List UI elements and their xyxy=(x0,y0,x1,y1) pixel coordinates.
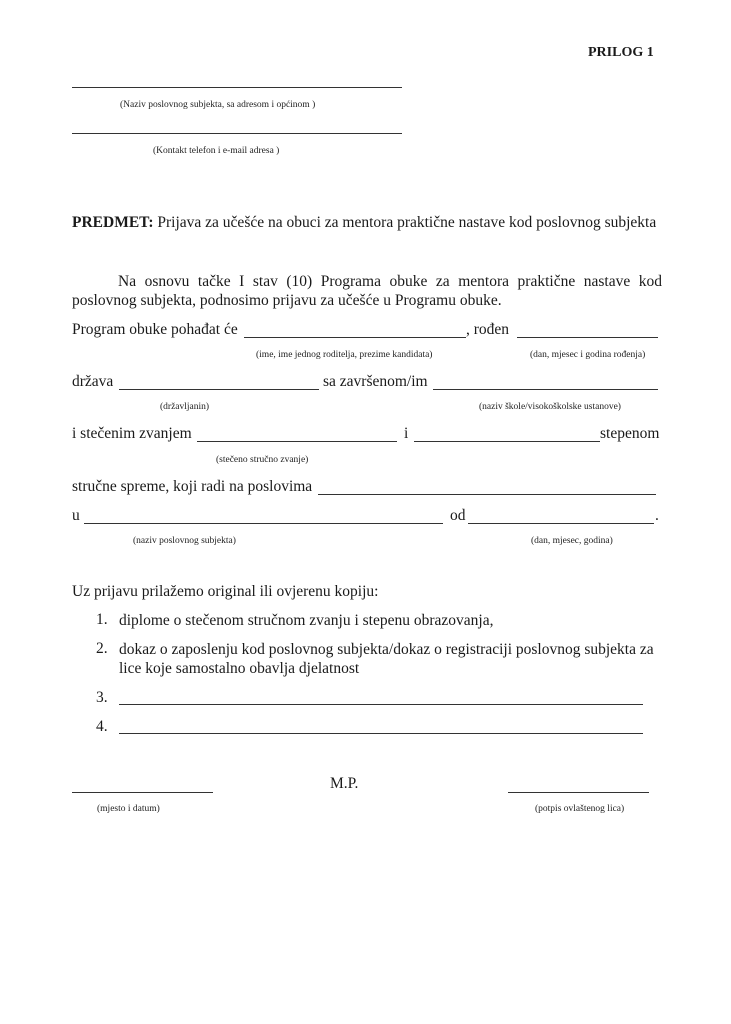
birth-date-field[interactable] xyxy=(517,337,658,338)
intro-paragraph xyxy=(72,272,662,310)
attachments-intro: Uz prijavu prilažemo original ili ovjerenu kopiju: xyxy=(72,583,379,600)
business-name-field-line[interactable] xyxy=(72,87,402,88)
citizenship-caption: (državljanin) xyxy=(160,402,210,412)
row5-suffix: . xyxy=(655,507,659,524)
row5-middle: od xyxy=(450,507,466,524)
job-position-field[interactable] xyxy=(318,494,656,495)
attachment-label: PRILOG 1 xyxy=(588,45,654,60)
candidate-name-field[interactable] xyxy=(244,337,466,338)
citizenship-field[interactable] xyxy=(119,389,319,390)
signature-caption: (potpis ovlaštenog lica) xyxy=(535,804,625,814)
attachment-2-text: dokaz o zaposlenju kod poslovnog subjekta/dokaz o registraciji poslovnog subjekta za lice koje samostalno obavlja djelatnost xyxy=(119,641,654,677)
employer-name-caption: (naziv poslovnog subjekta) xyxy=(133,536,236,546)
attachment-4-field[interactable] xyxy=(119,733,643,734)
row3-middle: i xyxy=(404,425,409,442)
professional-title-field[interactable] xyxy=(197,441,397,442)
row3-prefix: i stečenim zvanjem xyxy=(72,425,192,442)
school-caption: (naziv škole/visokoškolske ustanove) xyxy=(479,402,621,412)
place-date-field[interactable] xyxy=(72,792,213,793)
row2-middle: sa završenom/im xyxy=(323,373,428,390)
row3-suffix: stepenom xyxy=(600,425,660,442)
row1-prefix: Program obuke pohađat će xyxy=(72,321,238,338)
intro-paragraph-text: Na osnovu tačke I stav (10) Programa obuke za mentora praktične nastave kod poslovnog subjekta, podnosimo prijavu za učešće u Programu obuke. xyxy=(72,273,662,309)
business-name-caption: (Naziv poslovnog subjekta, sa adresom i općinom ) xyxy=(120,100,316,110)
birth-date-caption: (dan, mjesec i godina rođenja) xyxy=(530,350,646,360)
signature-field[interactable] xyxy=(508,792,649,793)
place-date-caption: (mjesto i datum) xyxy=(97,804,160,814)
candidate-name-caption: (ime, ime jednog roditelja, prezime kandidata) xyxy=(256,350,433,360)
attachment-1-text: diplome o stečenom stručnom zvanju i stepenu obrazovanja, xyxy=(119,612,494,629)
row2-prefix: država xyxy=(72,373,114,390)
employment-date-caption: (dan, mjesec, godina) xyxy=(531,536,613,546)
row5-prefix: u xyxy=(72,507,80,524)
contact-field-line[interactable] xyxy=(72,133,402,134)
subject-text: Prijava za učešće na obuci za mentora praktične nastave kod poslovnog subjekta xyxy=(153,214,657,231)
education-level-field[interactable] xyxy=(414,441,600,442)
row4-prefix: stručne spreme, koji radi na poslovima xyxy=(72,478,313,495)
attachment-2-number: 2. xyxy=(96,640,108,657)
row1-middle: , rođen xyxy=(466,321,510,338)
attachment-3-number: 3. xyxy=(96,689,108,706)
attachment-1-number: 1. xyxy=(96,611,108,628)
school-field[interactable] xyxy=(433,389,658,390)
stamp-label: M.P. xyxy=(330,775,359,792)
attachment-4-number: 4. xyxy=(96,718,108,735)
attachment-3-field[interactable] xyxy=(119,704,643,705)
subject-label: PREDMET: xyxy=(72,214,154,231)
subject-line xyxy=(72,214,656,232)
contact-caption: (Kontakt telefon i e-mail adresa ) xyxy=(153,146,280,156)
employment-date-field[interactable] xyxy=(468,523,654,524)
professional-title-caption: (stečeno stručno zvanje) xyxy=(216,455,309,465)
employer-name-field[interactable] xyxy=(84,523,443,524)
